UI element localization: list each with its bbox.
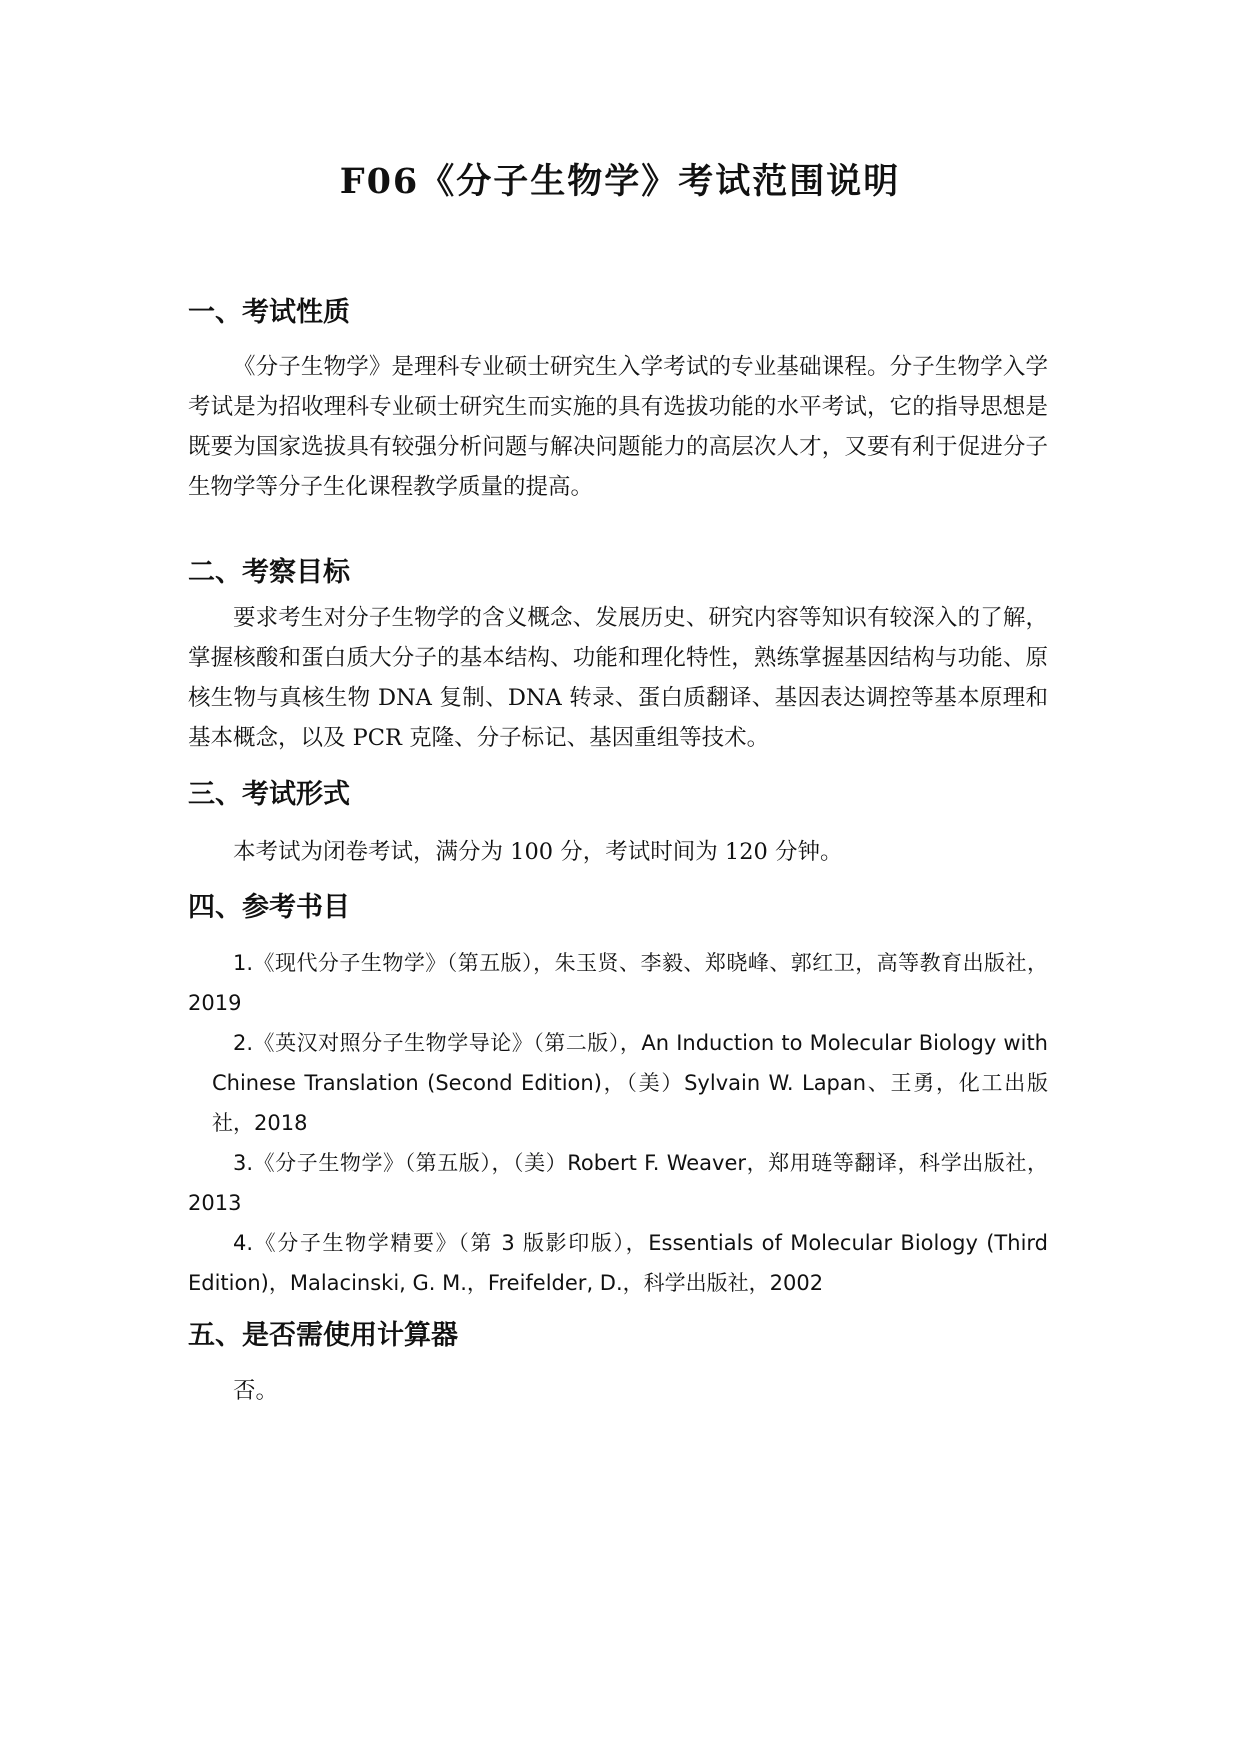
reference-item-2: 2.《英汉对照分子生物学导论》（第二版），An Induction to Molecular Biology with Chinese Translation (Second Edition)，（美）Sylvain W. Lapan、王勇，化工出版社，2018 — [212, 1031, 1048, 1135]
document-title: F06《分子生物学》考试范围说明 — [339, 161, 901, 202]
section-heading-objectives: 二、考察目标 — [188, 557, 350, 588]
section-body-calculator: 否。 — [233, 1378, 279, 1404]
section-body-format: 本考试为闭卷考试，满分为 100 分，考试时间为 120 分钟。 — [233, 839, 843, 865]
section-heading-references: 四、参考书目 — [188, 892, 350, 923]
section-body-nature: 《分子生物学》是理科专业硕士研究生入学考试的专业基础课程。分子生物学入学考试是为招收理科专业硕士研究生而实施的具有选拔功能的水平考试，它的指导思想是既要为国家选拔具有较强分析问题与解决问题能力的高层次人才，又要有利于促进分子生物学等分子生化课程教学质量的提高。 — [188, 354, 1048, 500]
section-heading-calculator: 五、是否需使用计算器 — [188, 1320, 458, 1351]
section-heading-format: 三、考试形式 — [188, 779, 350, 810]
reference-item-1: 1.《现代分子生物学》（第五版），朱玉贤、李毅、郑晓峰、郭红卫，高等教育出版社，2019 — [188, 951, 1048, 1015]
reference-item-3: 3.《分子生物学》（第五版），（美）Robert F. Weaver，郑用琏等翻译，科学出版社，2013 — [188, 1151, 1048, 1215]
reference-item-4: 4.《分子生物学精要》（第 3 版影印版），Essentials of Molecular Biology (Third Edition)，Malacinski, G. M.，Freifelder, D.，科学出版社，2002 — [188, 1231, 1048, 1295]
section-heading-nature: 一、考试性质 — [188, 297, 350, 328]
section-body-objectives: 要求考生对分子生物学的含义概念、发展历史、研究内容等知识有较深入的了解，掌握核酸和蛋白质大分子的基本结构、功能和理化特性，熟练掌握基因结构与功能、原核生物与真核生物 DNA 复制、DNA 转录、蛋白质翻译、基因表达调控等基本原理和基本概念，以及 PCR 克隆、分子标记、基因重组等技术。 — [188, 605, 1048, 751]
